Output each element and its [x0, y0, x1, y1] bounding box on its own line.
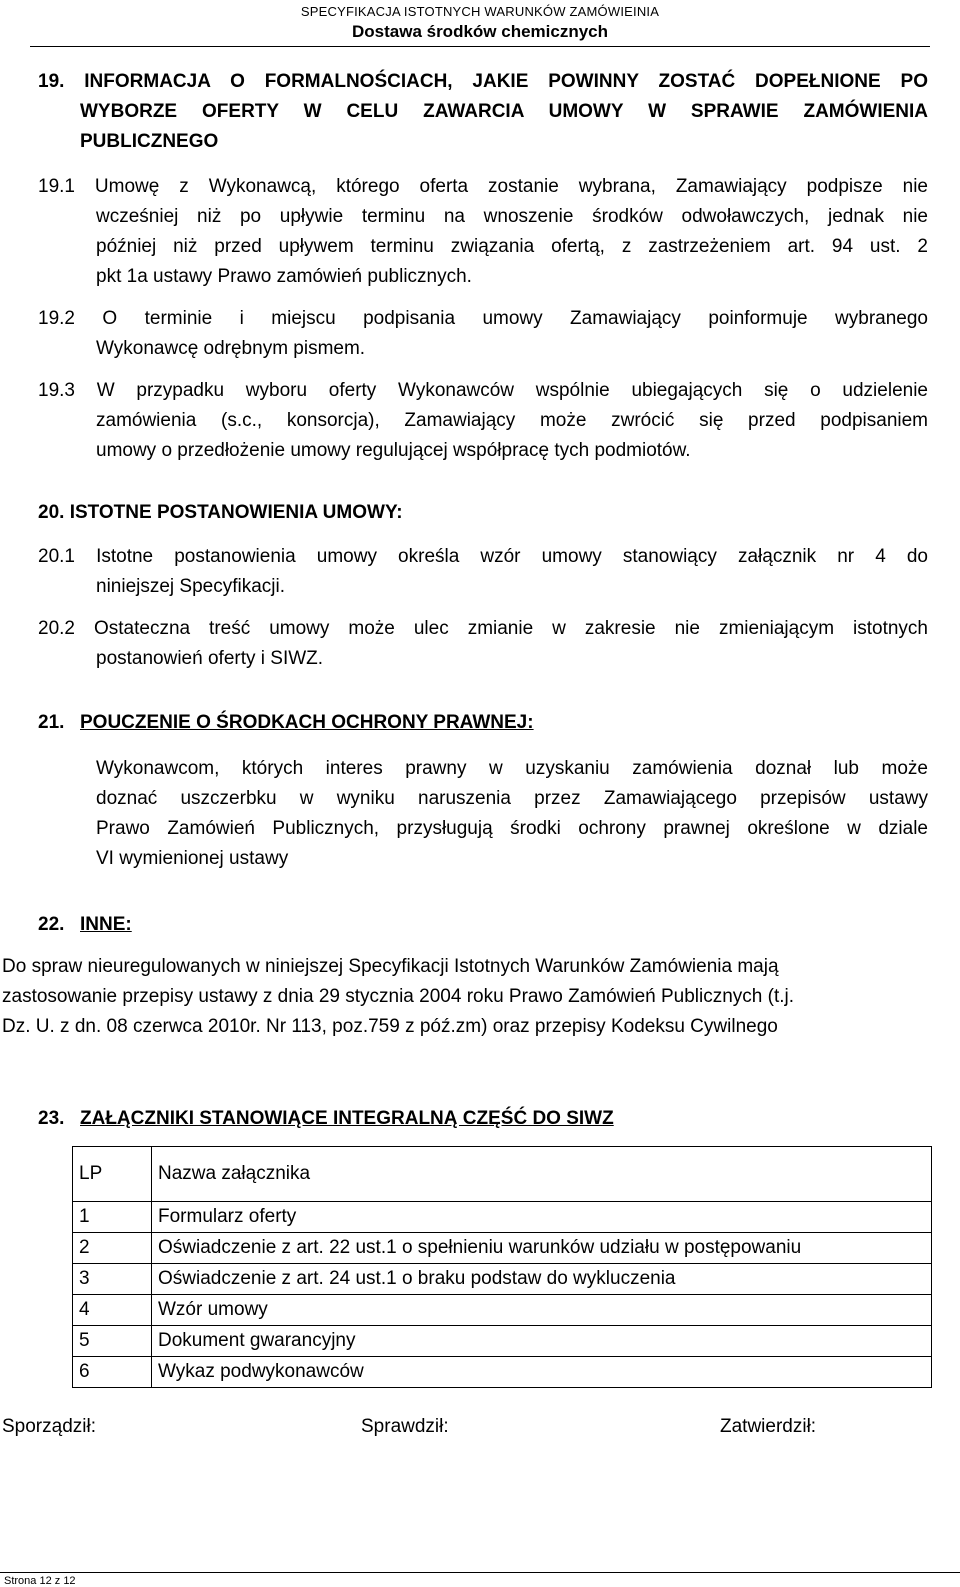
section-21-heading: POUCZENIE O ŚRODKACH OCHRONY PRAWNEJ: [80, 712, 534, 733]
row-name: Oświadczenie z art. 22 ust.1 o spełnieniu warunków udziału w postępowaniu [152, 1233, 932, 1264]
row-lp: 6 [73, 1357, 152, 1388]
row-name: Wzór umowy [152, 1295, 932, 1326]
column-header-lp: LP [73, 1147, 152, 1202]
paragraph-19-1-line-1: 19.1 Umowę z Wykonawcą, którego oferta zostanie wybrana, Zamawiający podpisze nie [38, 176, 928, 197]
row-lp: 3 [73, 1264, 152, 1295]
row-name: Formularz oferty [152, 1202, 932, 1233]
signature-approved-by: Zatwierdził: [720, 1416, 817, 1437]
paragraph-19-3-line-1: 19.3 W przypadku wyboru oferty Wykonawców wspólnie ubiegających się o udzielenie [38, 380, 928, 401]
table-row [73, 1202, 932, 1233]
paragraph-19-2-line-2: Wykonawcę odrębnym pismem. [96, 338, 366, 359]
section-22-line-1: Do spraw nieuregulowanych w niniejszej Specyfikacji Istotnych Warunków Zamówienia mają [2, 956, 779, 977]
row-name: Oświadczenie z art. 24 ust.1 o braku podstaw do wykluczenia [152, 1264, 932, 1295]
section-19-heading-line-2: WYBORZE OFERTY W CELU ZAWARCIA UMOWY W SPRAWIE ZAMÓWIENIA [80, 101, 928, 122]
section-21-line-3: Prawo Zamówień Publicznych, przysługują środki ochrony prawnej określone w dziale [96, 818, 928, 839]
row-lp: 2 [73, 1233, 152, 1264]
row-lp: 1 [73, 1202, 152, 1233]
page-number: Strona 12 z 12 [4, 1575, 76, 1587]
table-row [73, 1326, 932, 1357]
paragraph-20-1-line-1: 20.1 Istotne postanowienia umowy określa wzór umowy stanowiący załącznik nr 4 do [38, 546, 928, 567]
table-row [73, 1295, 932, 1326]
section-22-heading: INNE: [80, 914, 132, 935]
header-document-title: SPECYFIKACJA ISTOTNYCH WARUNKÓW ZAMÓWIEINIA [300, 4, 660, 19]
section-23-heading: ZAŁĄCZNIKI STANOWIĄCE INTEGRALNĄ CZĘŚĆ DO SIWZ [80, 1108, 614, 1129]
section-21-line-2: doznać uszczerbku w wyniku naruszenia przez Zamawiającego przepisów ustawy [96, 788, 928, 809]
paragraph-19-1-line-4: pkt 1a ustawy Prawo zamówień publicznych. [96, 266, 472, 287]
column-header-name: Nazwa załącznika [152, 1147, 932, 1202]
header-subtitle: Dostawa środków chemicznych [351, 22, 609, 41]
table-row [73, 1357, 932, 1388]
row-name: Wykaz podwykonawców [152, 1357, 932, 1388]
table-header-row [73, 1147, 932, 1202]
section-22-line-2: zastosowanie przepisy ustawy z dnia 29 stycznia 2004 roku Prawo Zamówień Publicznych (t.j. [2, 986, 795, 1007]
paragraph-20-2-line-1: 20.2 Ostateczna treść umowy może ulec zmianie w zakresie nie zmieniającym istotnych [38, 618, 928, 639]
row-lp: 5 [73, 1326, 152, 1357]
section-21-line-1: Wykonawcom, których interes prawny w uzyskaniu zamówienia doznał lub może [96, 758, 928, 779]
footer-divider [0, 1572, 960, 1573]
signature-prepared-by: Sporządził: [2, 1416, 96, 1437]
section-22-number: 22. [38, 914, 65, 935]
paragraph-19-1-line-3: później niż przed upływem terminu związania ofertą, z zastrzeżeniem art. 94 ust. 2 [96, 236, 928, 257]
attachments-table [72, 1146, 932, 1388]
paragraph-19-2-line-1: 19.2 O terminie i miejscu podpisania umowy Zamawiający poinformuje wybranego [38, 308, 928, 329]
section-19-heading-line-3: PUBLICZNEGO [80, 131, 219, 152]
section-21-line-4: VI wymienionej ustawy [96, 848, 289, 869]
row-name: Dokument gwarancyjny [152, 1326, 932, 1357]
section-23-number: 23. [38, 1108, 65, 1129]
paragraph-19-1-line-2: wcześniej niż po upływie terminu na wnoszenie środków odwoławczych, jednak nie [96, 206, 928, 227]
table-row [73, 1264, 932, 1295]
paragraph-20-1-line-2: niniejszej Specyfikacji. [96, 576, 286, 597]
table-row [73, 1233, 932, 1264]
section-21-number: 21. [38, 712, 65, 733]
section-19-heading-line-1: 19. INFORMACJA O FORMALNOŚCIACH, JAKIE POWINNY ZOSTAĆ DOPEŁNIONE PO [38, 71, 928, 92]
header-divider [30, 46, 930, 47]
paragraph-19-3-line-2: zamówienia (s.c., konsorcja), Zamawiający może zwrócić się przed podpisaniem [96, 410, 928, 431]
paragraph-19-3-line-3: umowy o przedłożenie umowy regulującej współpracę tych podmiotów. [96, 440, 691, 461]
signature-checked-by: Sprawdził: [361, 1416, 449, 1437]
paragraph-20-2-line-2: postanowień oferty i SIWZ. [96, 648, 324, 669]
section-20-heading: 20. ISTOTNE POSTANOWIENIA UMOWY: [38, 502, 403, 523]
row-lp: 4 [73, 1295, 152, 1326]
section-22-line-3: Dz. U. z dn. 08 czerwca 2010r. Nr 113, poz.759 z póź.zm) oraz przepisy Kodeksu Cywilnego [2, 1016, 778, 1037]
